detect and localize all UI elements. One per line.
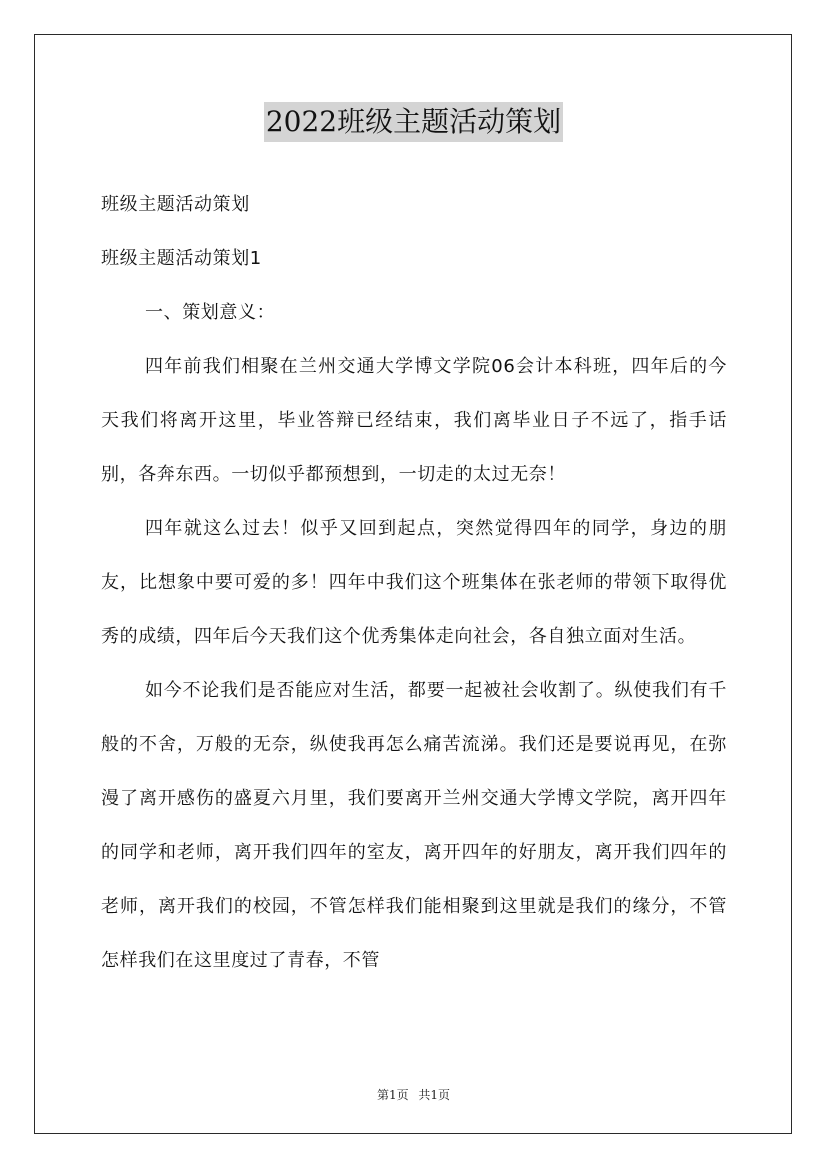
- subtitle-line-2[interactable]: 班级主题活动策划1: [101, 248, 262, 269]
- paragraph-2[interactable]: 四年就这么过去！似乎又回到起点，突然觉得四年的同学，身边的朋友，比想象中要可爱的多！四年中我们这个班集体在张老师的带领下取得优秀的成绩，四年后今天我们这个优秀集体走向社会，各自独立面对生活。: [101, 518, 727, 647]
- document-title[interactable]: 2022班级主题活动策划: [264, 102, 563, 142]
- page-number: 第1页: [376, 1088, 409, 1102]
- paragraph-1[interactable]: 四年前我们相聚在兰州交通大学博文学院06会计本科班，四年后的今天我们将离开这里，毕业答辩已经结束，我们离毕业日子不远了，指手话别，各奔东西。一切似乎都预想到，一切走的太过无奈！: [101, 356, 727, 485]
- page-total: 共1页: [418, 1088, 451, 1102]
- section-heading[interactable]: 一、策划意义：: [145, 302, 276, 323]
- title-container: [0, 102, 827, 142]
- paragraph-3[interactable]: 如今不论我们是否能应对生活，都要一起被社会收割了。纵使我们有千般的不舍，万般的无奈，纵使我再怎么痛苦流涕。我们还是要说再见，在弥漫了离开感伤的盛夏六月里，我们要离开兰州交通大学博文学院，离开四年的同学和老师，离开我们四年的室友，离开四年的好朋友，离开我们四年的老师，离开我们的校园，不管怎样我们能相聚到这里就是我们的缘分，不管怎样我们在这里度过了青春，不管: [101, 680, 727, 971]
- page-footer: [0, 1086, 827, 1103]
- document-body: [101, 178, 727, 988]
- subtitle-line-1[interactable]: 班级主题活动策划: [101, 194, 250, 215]
